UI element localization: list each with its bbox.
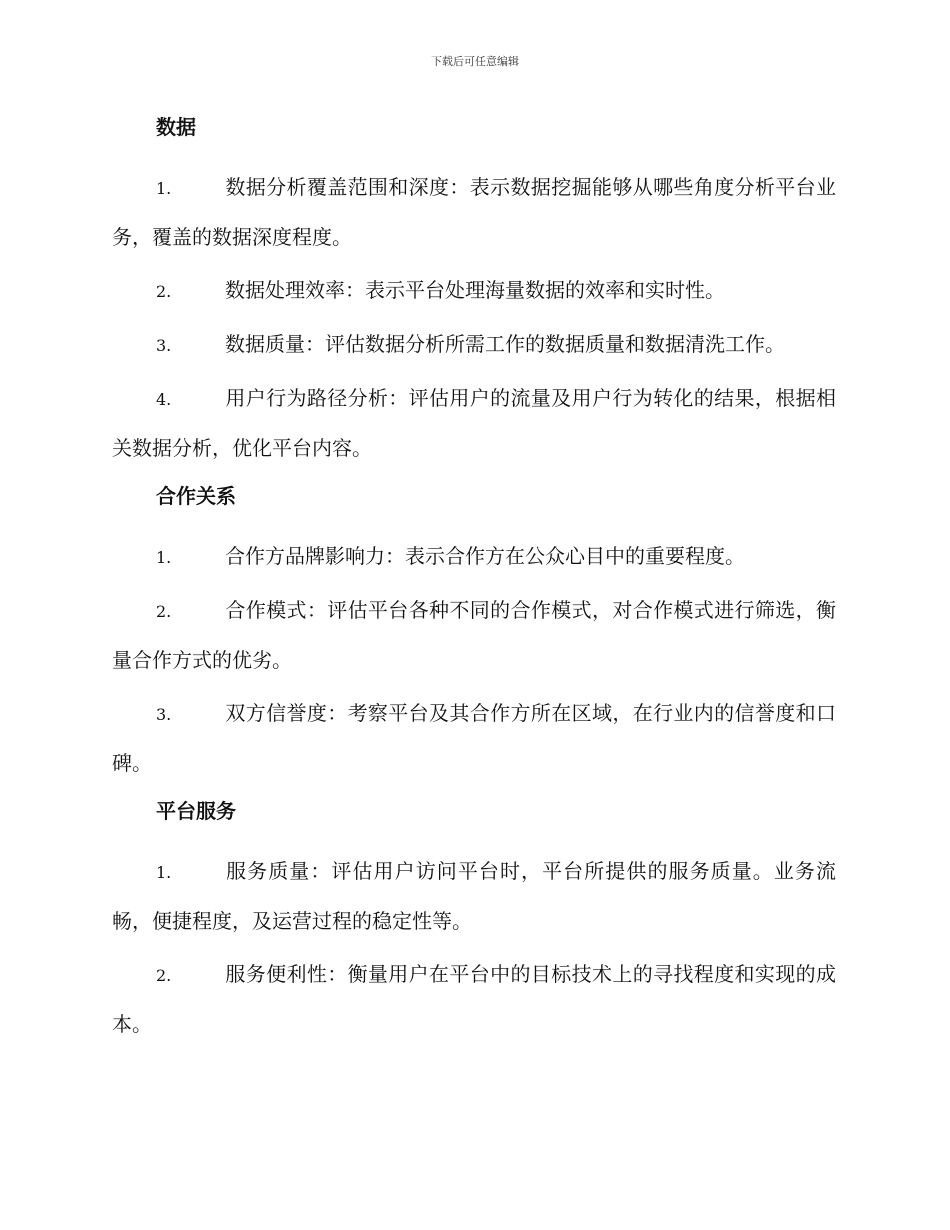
- item-number: 2.: [156, 966, 172, 985]
- list-item: [112, 163, 836, 262]
- section-platform-service: [112, 792, 836, 1049]
- list-item: [112, 532, 836, 582]
- list-item: [112, 950, 836, 1049]
- item-text: 服务质量：评估用户访问平台时，平台所提供的服务质量。业务流畅，便捷程度，及运营过程的稳定性等。: [112, 859, 836, 933]
- section-title: 合作关系: [156, 484, 236, 508]
- item-text: 合作模式：评估平台各种不同的合作模式，对合作模式进行筛选，衡量合作方式的优劣。: [112, 598, 836, 672]
- item-number: 2.: [156, 282, 172, 301]
- list-item: [112, 266, 836, 316]
- list-item: [112, 374, 836, 473]
- item-number: 2.: [156, 602, 172, 621]
- item-text: 数据分析覆盖范围和深度：表示数据挖掘能够从哪些角度分析平台业务，覆盖的数据深度程度。: [112, 175, 836, 249]
- item-text: 用户行为路径分析：评估用户的流量及用户行为转化的结果，根据相关数据分析，优化平台内容。: [112, 386, 836, 460]
- item-number: 1.: [156, 179, 172, 198]
- item-text: 服务便利性：衡量用户在平台中的目标技术上的寻找程度和实现的成本。: [112, 962, 836, 1036]
- item-text: 双方信誉度：考察平台及其合作方所在区域，在行业内的信誉度和口碑。: [112, 701, 836, 775]
- item-number: 3.: [156, 336, 172, 355]
- item-text: 数据质量：评估数据分析所需工作的数据质量和数据清洗工作。: [225, 332, 785, 356]
- item-number: 1.: [156, 863, 172, 882]
- list-item: [112, 320, 836, 370]
- item-text: 数据处理效率：表示平台处理海量数据的效率和实时性。: [225, 278, 725, 302]
- section-title: 平台服务: [156, 799, 236, 823]
- item-text: 合作方品牌影响力：表示合作方在公众心目中的重要程度。: [225, 544, 745, 568]
- section-partnership: [112, 477, 836, 788]
- list-item: [112, 586, 836, 685]
- item-number: 4.: [156, 390, 172, 409]
- section-title: 数据: [156, 115, 196, 139]
- item-number: 3.: [156, 705, 172, 724]
- document-body: [112, 108, 836, 1053]
- page-header: 下载后可任意编辑: [431, 55, 519, 68]
- item-number: 1.: [156, 548, 172, 567]
- list-item: [112, 689, 836, 788]
- list-item: [112, 847, 836, 946]
- section-data: [112, 108, 836, 473]
